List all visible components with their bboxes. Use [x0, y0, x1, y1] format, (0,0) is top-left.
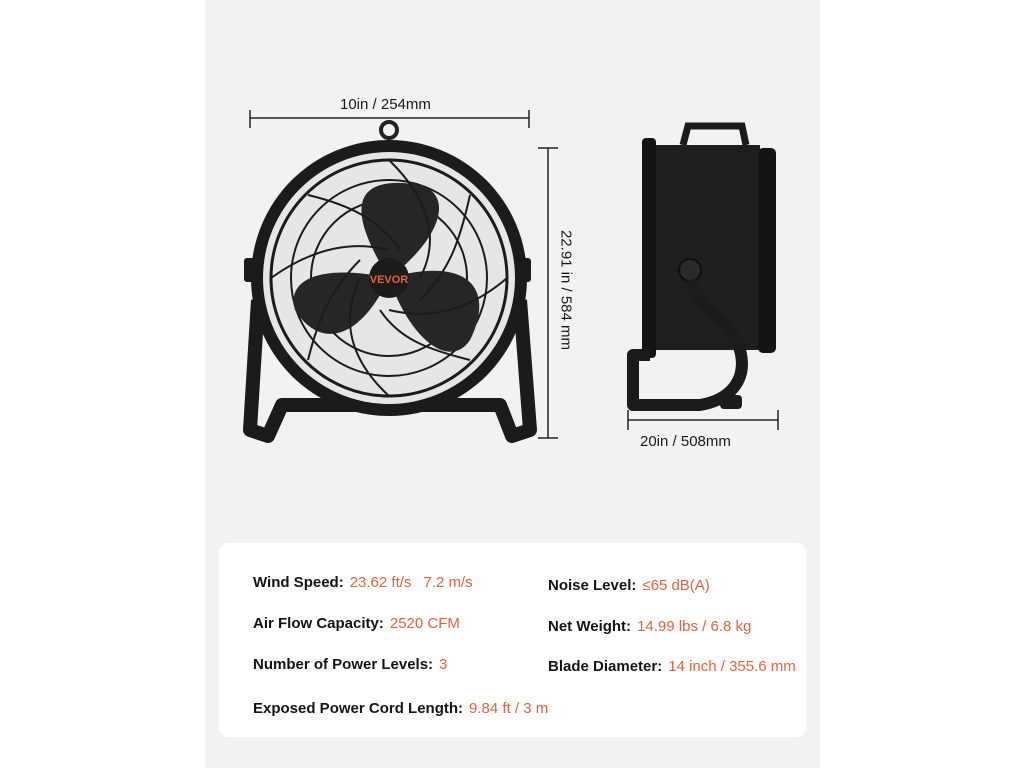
spec-cord-length	[253, 700, 548, 717]
spec-blade-diameter	[548, 658, 796, 675]
width-dimension-label: 10in / 254mm	[340, 96, 431, 113]
height-dimension-line	[538, 148, 558, 438]
spec-value: 9.84 ft / 3 m	[469, 700, 549, 717]
spec-label: Net Weight:	[548, 618, 632, 635]
spec-label: Blade Diameter:	[548, 658, 663, 675]
spec-weight	[548, 618, 751, 635]
spec-power-levels	[253, 656, 447, 673]
spec-label: Air Flow Capacity:	[253, 615, 384, 632]
spec-label: Wind Speed:	[253, 574, 344, 591]
spec-label: Number of Power Levels:	[253, 656, 434, 673]
spec-value: 7.2 m/s	[423, 574, 473, 591]
spec-air-flow	[253, 615, 460, 632]
spec-value: 14 inch / 355.6 mm	[668, 658, 796, 675]
spec-noise	[548, 577, 710, 594]
spec-value: ≤65 dB(A)	[642, 577, 710, 594]
spec-wind-speed	[253, 574, 473, 591]
side-fan-view	[633, 126, 776, 409]
depth-dimension-label: 20in / 508mm	[640, 433, 731, 450]
spec-value: 14.99 lbs / 6.8 kg	[637, 618, 752, 635]
brand-logo: VEVOR	[369, 274, 409, 286]
spec-value: 23.62 ft/s	[349, 574, 412, 591]
height-dimension-label: 22.91 in / 584 mm	[557, 229, 575, 351]
spec-label: Noise Level:	[548, 577, 637, 594]
spec-value: 2520 CFM	[389, 615, 460, 632]
depth-dimension-line	[628, 410, 778, 430]
spec-label: Exposed Power Cord Length:	[253, 700, 464, 717]
spec-value: 3	[439, 656, 448, 673]
